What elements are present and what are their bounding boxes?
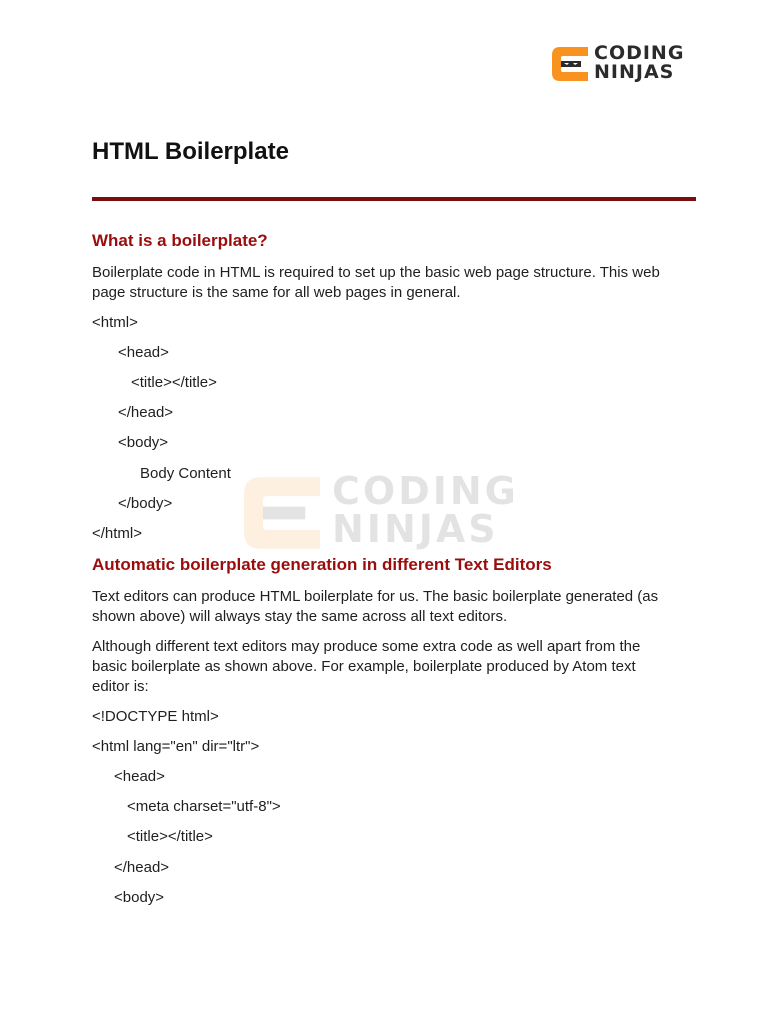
watermark-text <box>332 469 519 551</box>
logo-line-1: CODING <box>594 42 685 64</box>
code-line: <meta charset="utf-8"> <box>127 798 281 815</box>
watermark-line-1: CODING <box>332 469 519 513</box>
code-line: <body> <box>114 889 165 906</box>
page-title: HTML Boilerplate <box>92 138 289 165</box>
code-line: </body> <box>118 495 173 512</box>
coding-ninjas-logo <box>552 44 692 86</box>
logo-wordmark <box>594 44 684 82</box>
code-line: <title></title> <box>127 828 213 845</box>
section-paragraph: Boilerplate code in HTML is required to set up the basic web page structure. This web page structure is the same for all web pages in general. <box>92 264 660 301</box>
code-line: <head> <box>114 768 165 785</box>
watermark <box>244 469 534 556</box>
coding-ninjas-logo-icon <box>552 47 588 81</box>
section-heading: Automatic boilerplate generation in different Text Editors <box>92 555 552 574</box>
code-line: </html> <box>92 525 143 542</box>
watermark-line-2: NINJAS <box>332 507 499 551</box>
watermark-logo-icon <box>244 476 320 550</box>
title-divider <box>92 197 696 201</box>
section-paragraph: Although different text editors may produce some extra code as well apart from the basic boilerplate as shown above. For example, boilerplate produced by Atom text editor is: <box>92 638 641 695</box>
code-line: <title></title> <box>131 374 217 391</box>
code-line: </head> <box>114 859 170 876</box>
code-line: Body Content <box>140 465 231 482</box>
code-line: <head> <box>118 344 169 361</box>
code-line: </head> <box>118 404 174 421</box>
section-heading: What is a boilerplate? <box>92 231 268 250</box>
code-line: <html> <box>92 314 138 331</box>
logo-line-2: NINJAS <box>594 61 675 83</box>
code-line: <html lang="en" dir="ltr"> <box>92 738 260 755</box>
code-line: <body> <box>118 434 169 451</box>
code-line: <!DOCTYPE html> <box>92 708 219 725</box>
section-paragraph: Text editors can produce HTML boilerplate for us. The basic boilerplate generated (as shown above) will always stay the same across all text editors. <box>92 588 659 625</box>
